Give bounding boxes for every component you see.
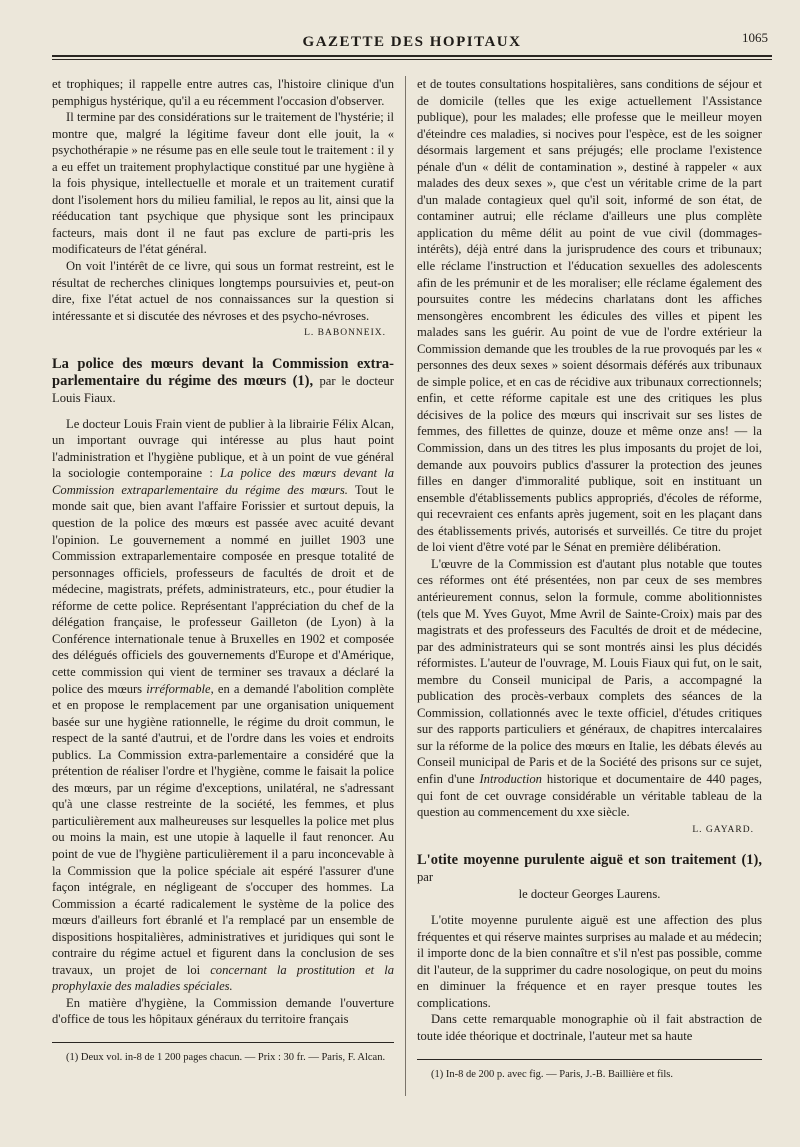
paragraph: L'otite moyenne purulente aiguë est une affection des plus fréquentes et qui réserve maintes surprises au malade et au médecin; il importe donc de la bien connaître et s'il n'est pas possible, comme dit l'auteur, de la supprimer du cadre nosologique, on peut du moins en diminuer la fréquence et en rayer presque toutes les complications. xyxy=(417,913,762,1010)
text-run: Le docteur Louis Frain vient de publier à la librairie Félix Alcan, un important ouvrage qui intéresse au plus haut point l'administration et l'hygiène publique, et à un point de vue général la sociologie contemporaine : xyxy=(52,416,394,481)
paragraph: En matière d'hygiène, la Commission demande l'ouverture d'office de tous les hôpitaux généraux du territoire français xyxy=(52,995,394,1027)
text-run: historique et documentaire de 440 pages, qui font de cet ouvrage considérable un véritable tableau de la question au commencement du xxe siècle. xyxy=(417,771,762,820)
paragraph xyxy=(52,416,394,995)
page-header xyxy=(52,28,772,64)
emphasis: Introduction xyxy=(479,771,542,786)
footnote-rule xyxy=(417,1059,762,1060)
law-title: concernant la prostitution et la prophylaxie des maladies spéciales. xyxy=(52,962,394,994)
text-run: , en a demandé l'abolition complète et en propose le remplacement par une organisation uniquement basée sur une hygiène rationnelle, le régime du droit commun, le respect de la santé d'autrui, et de l'ordre dans les voies et endroits publics. La Commission extra-parlementaire a considéré que la prétention de réaliser l'ordre et l'hygiène, comme le faisait la police des mœurs, par un régime d'exceptions, unilatéral, ne s'adressant qu'à une classe restreinte de la société, les femmes, et plus particulièrement aux malheureuses sur lesquelles la police met plus ou moins la main, est une utopie à laquelle il faut renoncer. Au point de vue de l'hygiène particulièrement il a paru inconcevable à la Commission que la police spéciale ait espéré l'assurer d'une façon intégrale, en négligeant de s'occuper des hommes. La Commission a écarté radicalement le système de la police des mœurs d'ailleurs fort ébranlé et l'a remplacé par un ensemble de dispositions hospitalières, administratives et juridiques qui sont le contraire du régime actuel et figurent dans la conclusion de ses travaux, un projet de loi xyxy=(52,681,394,977)
article-heading xyxy=(52,356,394,407)
paragraph: et de toutes consultations hospitalières, sans conditions de séjour et de domicile (telles que les exige actuellement l'Assistance publique), pour les malades; elle professe que le meilleur moyen d'éteindre ces maladies, si nocives pour l'espèce, est de les soigner désormais largement et sans préjugés; elle proclame l'existence pénale d'un « délit de contamination », destiné à rappeler « aux malades des deux sexes », que c'est un véritable crime de la part d'un malade contagieux quel qu'il soit, informé de son état, de contaminer autrui; elle réclame d'ailleurs une plus complète application du même délit au point de vue civil (dommages-intérêts), déjà entré dans la jurisprudence des cours et tribunaux; elle réclame l'instruction et l'éducation sexuelles des adolescents afin de les prémunir et de les moraliser; elle réclame également des poursuites contre les médecins charlatans dont les affiches mensongères encombrent les édicules des villes et pipent les malades sans les guérir. Au point de vue de l'ordre extérieur la Commission demande que les troubles de la rue provoqués par les « personnes des deux sexes » soient désormais déférés aux tribunaux de simple police, et en cas de récidive aux tribunaux correctionnels; enfin, et cette réforme capitale est une des critiques les plus décisives de la police des mœurs qui inscrivait sur ses listes de femmes, des fillettes de quinze, douze et même onze ans! — la Commission, dans un des titres les plus imposants du projet de loi, demande aux pouvoirs publics d'assurer la protection des jeunes filles en danger d'immoralité publique, soit en instituant un ensemble d'établissements publics appropriés, d'écoles de réforme, qui recevraient ces enfants après jugement, soit en les plaçant dans des établissements privés, autorisés et surveillés. Ce titre du projet de loi vient d'être voté par le Sénat en première délibération. xyxy=(417,77,762,555)
article-author: par le docteur Louis Fiaux. xyxy=(52,373,395,405)
footnote-rule xyxy=(52,1042,394,1043)
paragraph: Dans cette remarquable monographie où il fait abstraction de toute idée théorique et doctrinale, l'auteur met sa haute xyxy=(417,1012,762,1043)
article-title: La police des mœurs devant la Commission extra-parlementaire du régime des mœurs (1), xyxy=(52,355,394,389)
article-author: le docteur Georges Laurens. xyxy=(518,887,661,902)
right-column xyxy=(417,76,762,1082)
author-prefix: par xyxy=(417,870,434,885)
paragraph: et trophiques; il rappelle entre autres cas, l'histoire clinique d'un pemphigus hystérique, qu'il a eu récemment l'occasion d'observer. xyxy=(52,77,394,108)
review-signature: L. GAYARD. xyxy=(692,824,754,835)
header-rule-thin xyxy=(52,59,772,60)
text-run: L'œuvre de la Commission est d'autant plus notable que toutes ces réformes ont été présentées, non par ceux de ses membres antérieurement connus, selon la formule, comme abolitionnistes (tels que M. Yves Guyot, Mme Avril de Sainte-Croix) mais par des magistrats et des professeurs des Facultés de droit et de médecine, par des administrateurs qui se sont montrés ainsi les plus décidés réformistes. L'auteur de l'ouvrage, M. Louis Fiaux qui fut, on le sait, membre du Conseil municipal de Paris, a accompagné la publication des procès-verbaux complets des séances de la Commission, collationnés avec le texte officiel, d'études critiques sur des rapports particuliers et généraux, de chapitres intercalaires sur la réforme de la police des mœurs en Italie, les débats élevés au Conseil municipal de Paris et de la Société des prisons sur ce sujet, enfin d'une xyxy=(417,556,762,786)
page-number: 1065 xyxy=(742,30,768,45)
journal-title: GAZETTE DES HOPITAUX xyxy=(302,34,522,50)
column-divider xyxy=(405,76,406,1096)
paragraph: Il termine par des considérations sur le traitement de l'hystérie; il montre que, malgré la légitime faveur dont elle jouit, la « psychothérapie » ne résume pas en elle seule tout le traitement : il y a eu effet un traitement prophylactique constitué par une hygiène à la fois physique, intellectuelle et morale et un traitement curatif dont l'isolement hors du milieu familial, le repos au lit, ainsi que la rééducation tant psychique que physique sont les principaux facteurs, mais dont il ne faut pas exclure de parti-pris les modificateurs de l'état général. xyxy=(52,110,394,257)
article-heading xyxy=(417,852,762,903)
emphasis: irréformable xyxy=(146,681,211,696)
book-title: La police des mœurs devant la Commission extraparlementaire du régime des mœurs. xyxy=(52,466,395,497)
text-run: Tout le monde sait que, bien avant l'affaire Forissier et surtout depuis, la question de la police des mœurs est passée avec acuité devant l'opinion. Le gouvernement a nommé en juillet 1903 une Commission extraparlementaire composée en presque totalité de personnages officiels, professeurs de facultés de droit et de médecine, magistrats, préfets, administrateurs, etc., pour étudier la réforme de cette police. Représentant l'appréciation du chef de la délégation française, le professeur Gailleton (de Lyon) à la Conférence internationale tenue à Bruxelles en 1902 et composée des délégués officiels des gouvernements d'Europe et d'Amérique, cette commission qui vient de terminer ses travaux a déclaré la police des mœurs xyxy=(52,482,394,696)
header-rule-thick xyxy=(52,55,772,57)
article-title: L'otite moyenne purulente aiguë et son traitement (1), xyxy=(417,852,762,869)
paragraph: On voit l'intérêt de ce livre, qui sous un format restreint, est le résultat de recherches cliniques longtemps poursuivies et, peut-on dire, fixe l'état actuel de nos connaissances sur la question si intéressante et si discutée des névroses et des psycho-névroses. xyxy=(52,259,394,323)
review-signature: L. BABONNEIX. xyxy=(304,328,386,339)
left-column xyxy=(52,76,394,1065)
paragraph xyxy=(417,556,762,821)
footnote: (1) Deux vol. in-8 de 1 200 pages chacun. — Prix : 30 fr. — Paris, F. Alcan. xyxy=(66,1051,386,1063)
footnote: (1) In-8 de 200 p. avec fig. — Paris, J.-B. Baillière et fils. xyxy=(431,1068,674,1080)
